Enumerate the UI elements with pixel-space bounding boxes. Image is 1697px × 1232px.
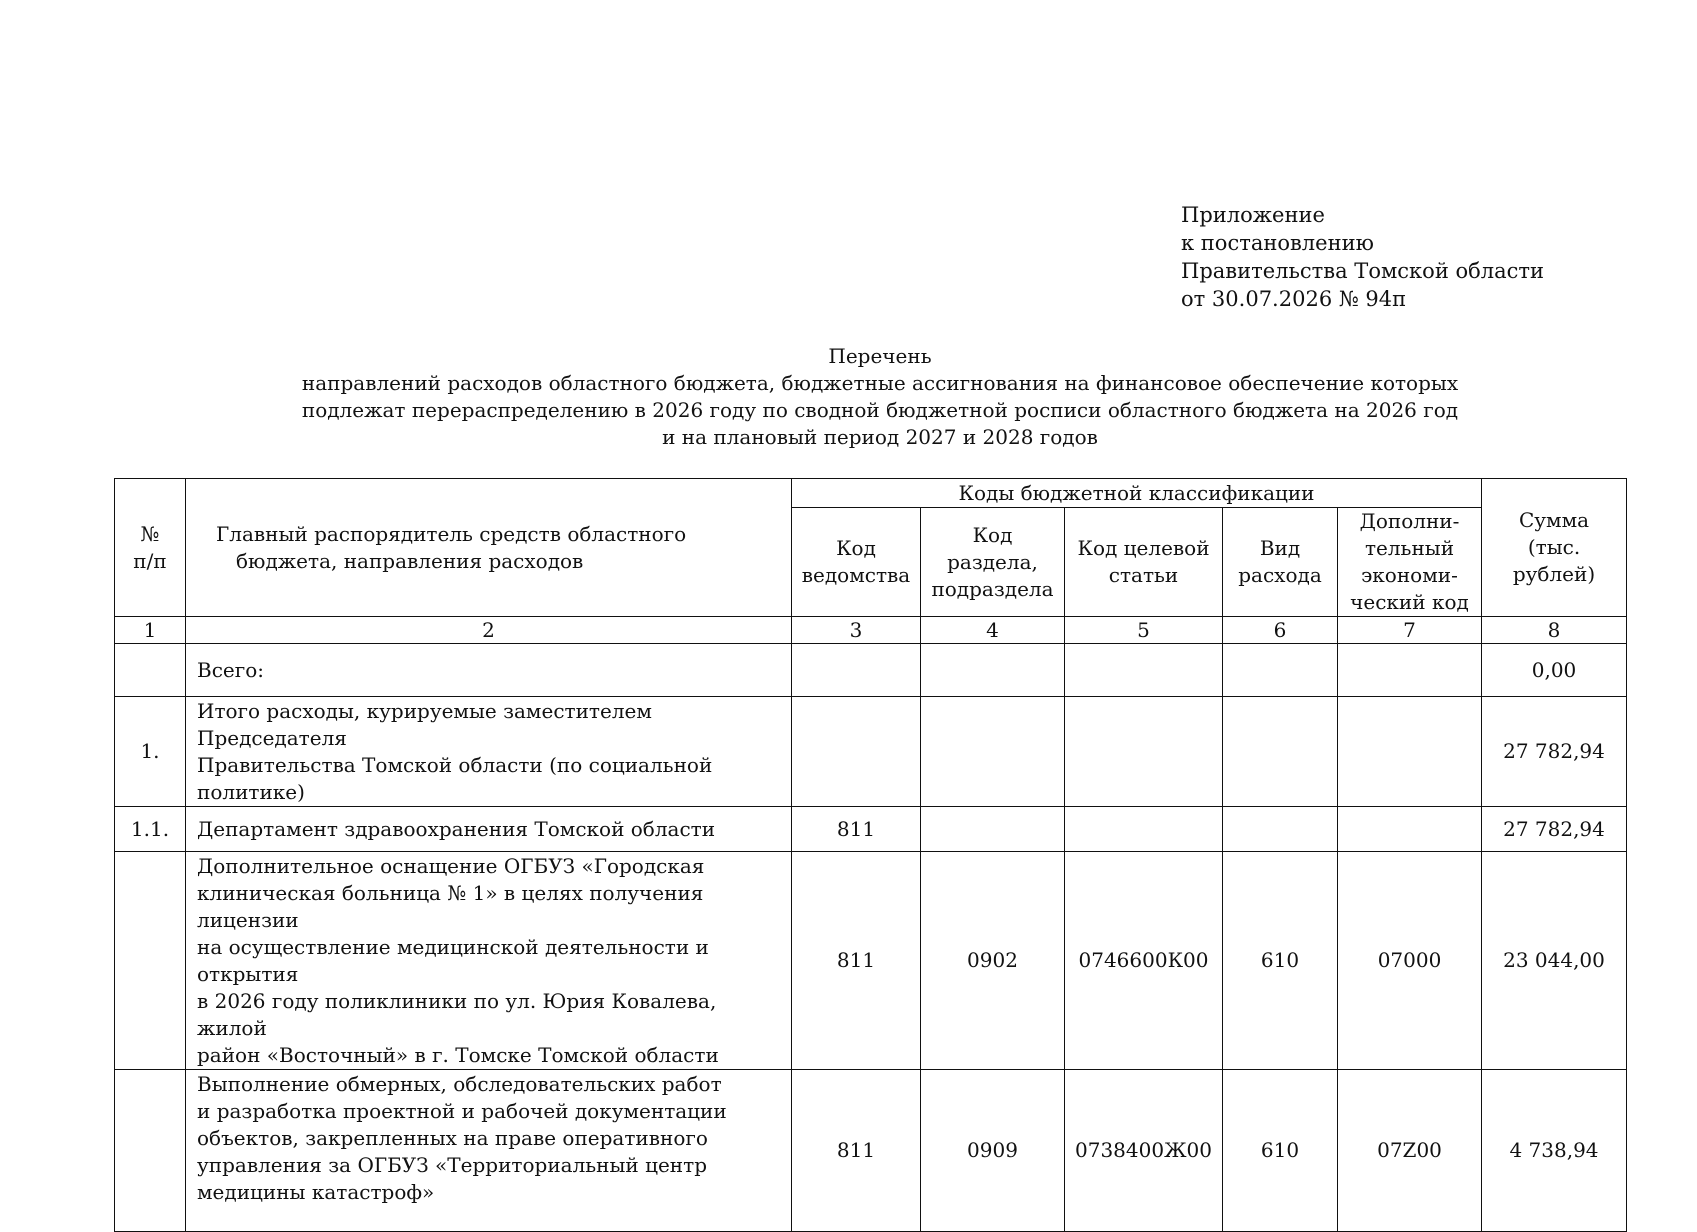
row-description-line: управления за ОГБУЗ «Территориальный центр xyxy=(197,1153,707,1177)
row-section xyxy=(921,807,1065,852)
row-description xyxy=(186,1070,792,1232)
header-section-line: подраздела xyxy=(931,576,1054,601)
row-extra: 07Z00 xyxy=(1338,1070,1482,1232)
row-target xyxy=(1065,807,1223,852)
row-dept xyxy=(792,644,921,697)
row-dept: 811 xyxy=(792,852,921,1070)
header-exp-type-line: Вид xyxy=(1259,536,1301,560)
table-row xyxy=(115,1070,1627,1232)
header-sum-line: рублей) xyxy=(1512,562,1596,586)
header-extra-line: Дополни- xyxy=(1359,509,1460,533)
title-line: направлений расходов областного бюджета, бюджетные ассигнования на финансовое обеспечение которых xyxy=(301,371,1459,395)
header-codes-group: Коды бюджетной классификации xyxy=(792,479,1482,508)
header-sum-line: (тыс. xyxy=(1527,535,1581,559)
row-extra: 07000 xyxy=(1338,852,1482,1070)
header-exp-type xyxy=(1223,508,1338,617)
row-section xyxy=(921,644,1065,697)
row-section xyxy=(921,697,1065,807)
header-main xyxy=(186,479,792,617)
column-number: 8 xyxy=(1482,617,1627,644)
row-description-line: медицины катастроф» xyxy=(197,1180,435,1204)
header-num-line: п/п xyxy=(133,548,167,573)
column-number: 2 xyxy=(186,617,792,644)
table-row-total xyxy=(115,644,1627,697)
header-dept-line: Код xyxy=(836,536,876,560)
header-main-line: бюджета, направления расходов xyxy=(236,548,584,573)
attachment-line: от 30.07.2026 № 94п xyxy=(1181,287,1407,311)
row-sum: 0,00 xyxy=(1482,644,1627,697)
row-exp-type xyxy=(1223,807,1338,852)
column-numbers-row xyxy=(115,617,1627,644)
row-description xyxy=(186,697,792,807)
row-dept xyxy=(792,697,921,807)
row-extra xyxy=(1338,644,1482,697)
row-description-line: Департамент здравоохранения Томской области xyxy=(197,816,716,841)
row-exp-type: 610 xyxy=(1223,1070,1338,1232)
row-sum: 27 782,94 xyxy=(1482,807,1627,852)
row-description-line: Всего: xyxy=(197,657,264,682)
column-number: 3 xyxy=(792,617,921,644)
header-target-line: Код целевой xyxy=(1077,536,1210,560)
table-row xyxy=(115,852,1627,1070)
header-sum-line: Сумма xyxy=(1518,508,1590,532)
row-extra xyxy=(1338,807,1482,852)
header-exp-type-line: расхода xyxy=(1238,563,1322,587)
row-description-line: и разработка проектной и рабочей документации xyxy=(197,1099,727,1123)
header-target-line: статьи xyxy=(1108,563,1179,587)
header-sum xyxy=(1482,479,1627,617)
attachment-line: Правительства Томской области xyxy=(1181,259,1545,283)
row-description-line: Выполнение обмерных, обследовательских работ xyxy=(197,1072,722,1096)
row-description xyxy=(186,807,792,852)
row-description-line: в 2026 году поликлиники по ул. Юрия Ковалева, жилой xyxy=(197,989,717,1040)
header-num-line: № xyxy=(140,521,160,546)
row-description-line: район «Восточный» в г. Томске Томской области xyxy=(197,1043,719,1067)
column-number: 6 xyxy=(1223,617,1338,644)
row-exp-type xyxy=(1223,697,1338,807)
attachment-line: Приложение xyxy=(1181,203,1325,227)
row-num xyxy=(115,1070,186,1232)
header-section xyxy=(921,508,1065,617)
header-extra-line: тельный xyxy=(1364,536,1455,560)
header-target xyxy=(1065,508,1223,617)
header-section-line: Код xyxy=(972,522,1013,547)
title-line: подлежат перераспределению в 2026 году по сводной бюджетной росписи областного бюджета на 2026 год xyxy=(301,398,1459,422)
header-dept xyxy=(792,508,921,617)
budget-table xyxy=(114,478,1627,1232)
row-exp-type xyxy=(1223,644,1338,697)
document-title xyxy=(250,343,1510,451)
row-exp-type: 610 xyxy=(1223,852,1338,1070)
row-target: 0746600К00 xyxy=(1065,852,1223,1070)
row-dept: 811 xyxy=(792,807,921,852)
attachment-line: к постановлению xyxy=(1181,231,1374,255)
row-dept: 811 xyxy=(792,1070,921,1232)
row-sum: 23 044,00 xyxy=(1482,852,1627,1070)
row-sum: 27 782,94 xyxy=(1482,697,1627,807)
row-description-line: Правительства Томской области (по социальной xyxy=(197,753,713,777)
header-dept-line: ведомства xyxy=(801,563,911,587)
row-num xyxy=(115,644,186,697)
table-row xyxy=(115,697,1627,807)
row-description-line: объектов, закрепленных на праве оперативного xyxy=(197,1126,708,1150)
header-num xyxy=(115,479,186,617)
row-num: 1.1. xyxy=(115,807,186,852)
row-target: 0738400Ж00 xyxy=(1065,1070,1223,1232)
table-row xyxy=(115,807,1627,852)
column-number: 5 xyxy=(1065,617,1223,644)
column-number: 4 xyxy=(921,617,1065,644)
header-main-line: Главный распорядитель средств областного xyxy=(216,521,687,546)
column-number: 1 xyxy=(115,617,186,644)
row-description-line: Итого расходы, курируемые заместителем Председателя xyxy=(197,699,652,750)
row-description-line: Дополнительное оснащение ОГБУЗ «Городская xyxy=(197,854,705,878)
row-section: 0902 xyxy=(921,852,1065,1070)
attachment-note xyxy=(1181,201,1544,313)
title-line: и на плановый период 2027 и 2028 годов xyxy=(662,425,1098,449)
row-target xyxy=(1065,697,1223,807)
column-number: 7 xyxy=(1338,617,1482,644)
row-description xyxy=(186,644,792,697)
row-section: 0909 xyxy=(921,1070,1065,1232)
row-sum: 4 738,94 xyxy=(1482,1070,1627,1232)
header-extra-line: ческий код xyxy=(1350,590,1469,614)
header-extra-line: экономи- xyxy=(1361,563,1458,587)
row-description-line: клиническая больница № 1» в целях получения лицензии xyxy=(197,881,704,932)
row-target xyxy=(1065,644,1223,697)
row-description-line: политике) xyxy=(197,780,305,804)
row-num xyxy=(115,852,186,1070)
title-line: Перечень xyxy=(828,344,932,368)
row-description-line: на осуществление медицинской деятельности и открытия xyxy=(197,935,709,986)
row-description xyxy=(186,852,792,1070)
header-section-line: раздела, xyxy=(947,549,1038,574)
row-extra xyxy=(1338,697,1482,807)
header-extra xyxy=(1338,508,1482,617)
row-num: 1. xyxy=(115,697,186,807)
